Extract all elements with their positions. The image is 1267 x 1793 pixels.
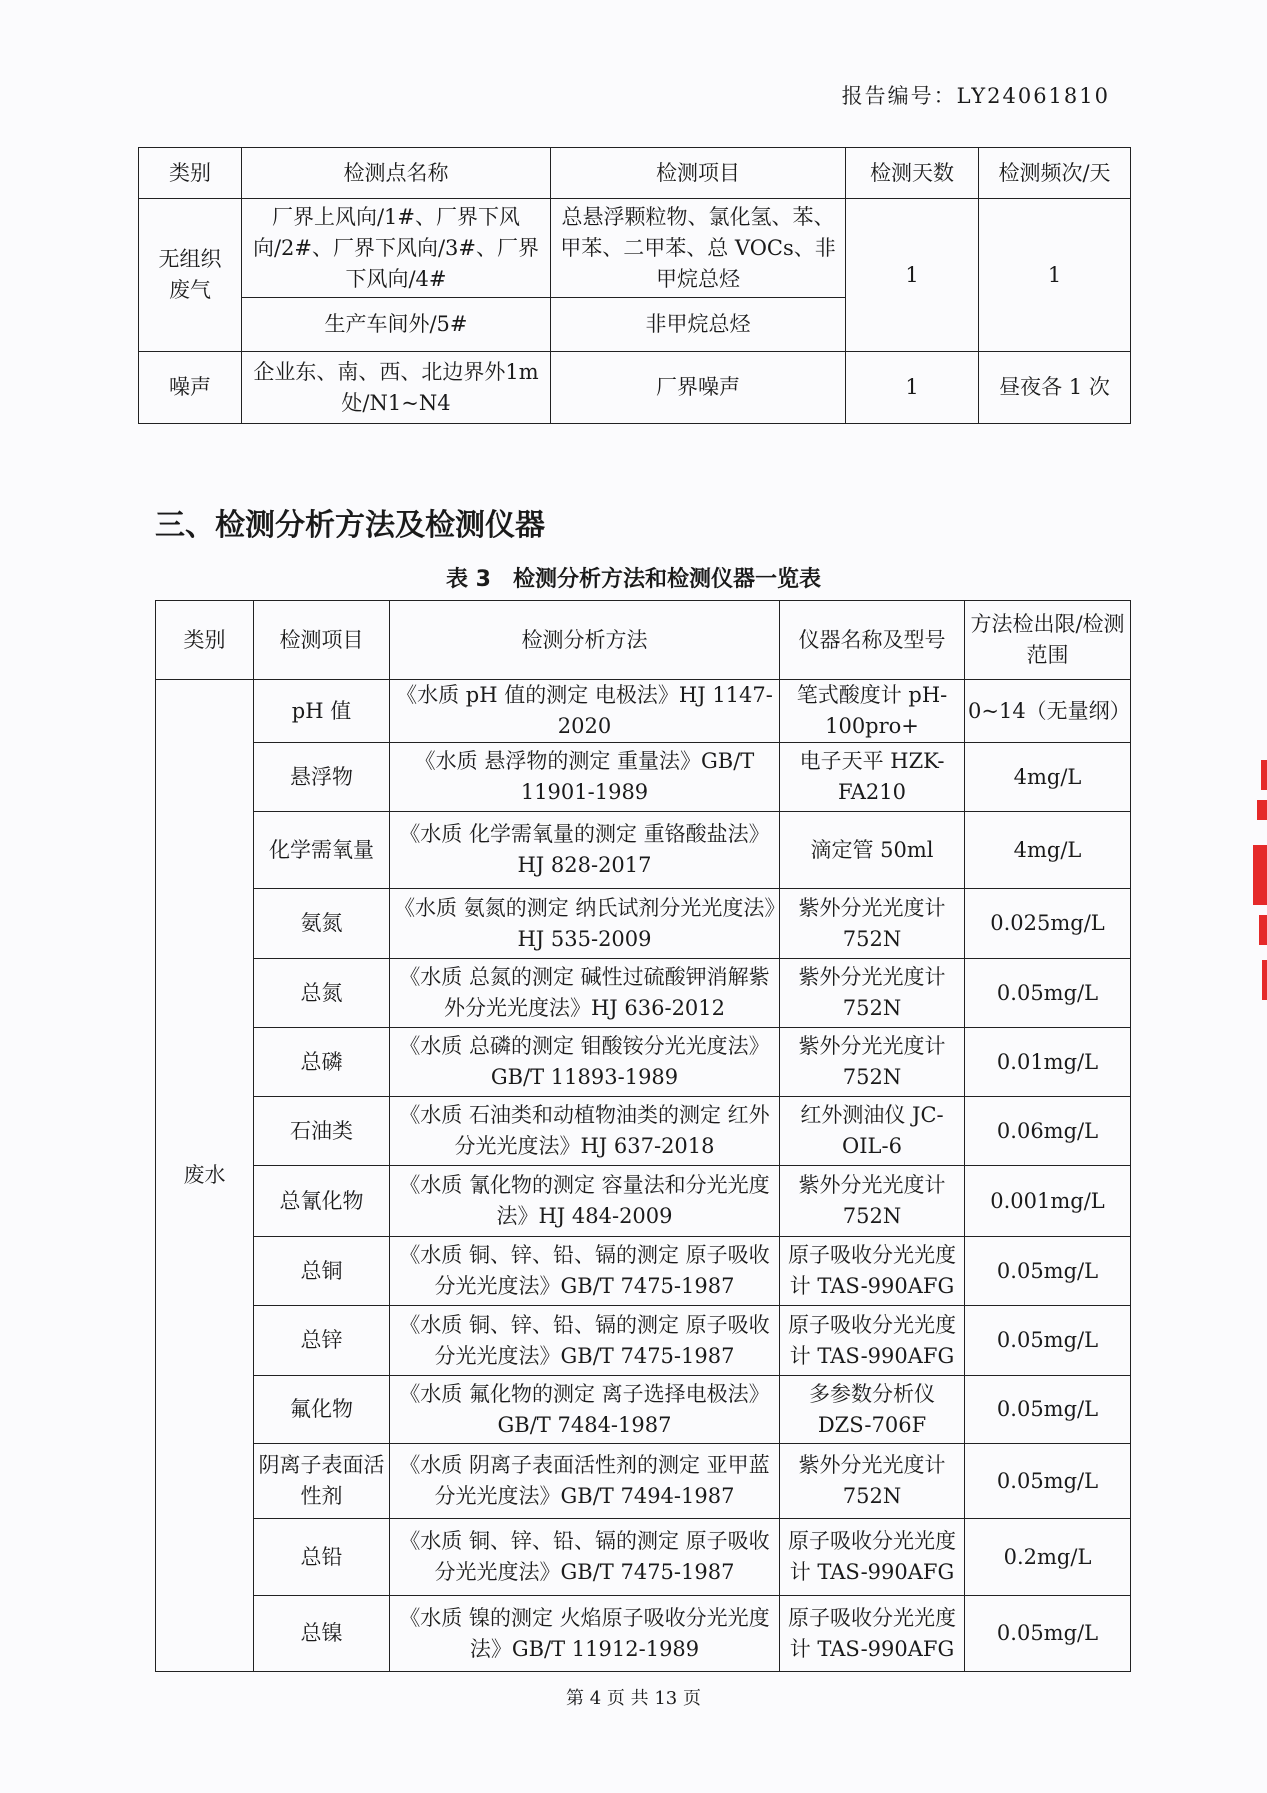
- category-cell: 废水: [156, 680, 254, 1672]
- header-limit: 方法检出限/检测范围: [965, 601, 1131, 680]
- limit-cell: 0.05mg/L: [965, 1237, 1131, 1306]
- red-seal-fragment: [1253, 760, 1267, 1000]
- point-cell: 厂界上风向/1#、厂界下风向/2#、厂界下风向/3#、厂界下风向/4#: [242, 199, 551, 298]
- limit-cell: 0.05mg/L: [965, 1596, 1131, 1672]
- method-cell: 《水质 铜、锌、铅、镉的测定 原子吸收分光光度法》GB/T 7475-1987: [390, 1306, 780, 1376]
- limit-cell: 0.05mg/L: [965, 1376, 1131, 1444]
- header-instrument: 仪器名称及型号: [780, 601, 965, 680]
- method-cell: 《水质 悬浮物的测定 重量法》GB/T 11901-1989: [390, 743, 780, 812]
- frequency-cell: 昼夜各 1 次: [979, 352, 1131, 424]
- item-cell: 氨氮: [254, 889, 390, 959]
- table-row: [156, 1376, 1131, 1444]
- limit-cell: 0.01mg/L: [965, 1028, 1131, 1097]
- item-cell: 总镍: [254, 1596, 390, 1672]
- table-row: [156, 1028, 1131, 1097]
- item-cell: 化学需氧量: [254, 812, 390, 889]
- page-number: 第 4 页 共 13 页: [566, 1688, 701, 1709]
- limit-cell: 4mg/L: [965, 812, 1131, 889]
- limit-cell: 4mg/L: [965, 743, 1131, 812]
- instrument-cell: 紫外分光光度计 752N: [780, 1166, 965, 1237]
- limit-cell: 0.001mg/L: [965, 1166, 1131, 1237]
- method-cell: 《水质 铜、锌、铅、镉的测定 原子吸收分光光度法》GB/T 7475-1987: [390, 1519, 780, 1596]
- instrument-cell: 原子吸收分光光度计 TAS-990AFG: [780, 1306, 965, 1376]
- method-cell: 《水质 氨氮的测定 纳氏试剂分光光度法》HJ 535-2009: [390, 889, 780, 959]
- item-cell: pH 值: [254, 680, 390, 743]
- instrument-cell: 紫外分光光度计 752N: [780, 1444, 965, 1519]
- table-row: [139, 352, 1131, 424]
- item-cell: 氟化物: [254, 1376, 390, 1444]
- item-cell: 总氰化物: [254, 1166, 390, 1237]
- item-cell: 厂界噪声: [551, 352, 846, 424]
- days-cell: 1: [846, 352, 979, 424]
- limit-cell: 0~14（无量纲）: [965, 680, 1131, 743]
- method-cell: 《水质 镍的测定 火焰原子吸收分光光度法》GB/T 11912-1989: [390, 1596, 780, 1672]
- method-cell: 《水质 氟化物的测定 离子选择电极法》GB/T 7484-1987: [390, 1376, 780, 1444]
- instrument-cell: 滴定管 50ml: [780, 812, 965, 889]
- category-cell: 无组织废气: [139, 199, 242, 352]
- instrument-cell: 原子吸收分光光度计 TAS-990AFG: [780, 1519, 965, 1596]
- method-cell: 《水质 pH 值的测定 电极法》HJ 1147-2020: [390, 680, 780, 743]
- item-cell: 总悬浮颗粒物、氯化氢、苯、甲苯、二甲苯、总 VOCs、非甲烷总烃: [551, 199, 846, 298]
- item-cell: 非甲烷总烃: [551, 298, 846, 352]
- item-cell: 总磷: [254, 1028, 390, 1097]
- instrument-cell: 紫外分光光度计 752N: [780, 959, 965, 1028]
- instrument-cell: 原子吸收分光光度计 TAS-990AFG: [780, 1237, 965, 1306]
- table-row: [156, 1519, 1131, 1596]
- category-cell: 噪声: [139, 352, 242, 424]
- point-cell: 生产车间外/5#: [242, 298, 551, 352]
- table-row: [156, 1306, 1131, 1376]
- sampling-table: [138, 147, 1131, 424]
- method-cell: 《水质 化学需氧量的测定 重铬酸盐法》HJ 828-2017: [390, 812, 780, 889]
- header-category: 类别: [156, 601, 254, 680]
- item-cell: 石油类: [254, 1097, 390, 1166]
- instrument-cell: 原子吸收分光光度计 TAS-990AFG: [780, 1596, 965, 1672]
- table-row: [139, 199, 1131, 298]
- table-row: [156, 680, 1131, 743]
- limit-cell: 0.025mg/L: [965, 889, 1131, 959]
- item-cell: 总锌: [254, 1306, 390, 1376]
- method-cell: 《水质 石油类和动植物油类的测定 红外分光光度法》HJ 637-2018: [390, 1097, 780, 1166]
- table-row: [156, 743, 1131, 812]
- item-cell: 悬浮物: [254, 743, 390, 812]
- instrument-cell: 多参数分析仪 DZS-706F: [780, 1376, 965, 1444]
- table-row: [156, 1596, 1131, 1672]
- method-cell: 《水质 阴离子表面活性剂的测定 亚甲蓝分光光度法》GB/T 7494-1987: [390, 1444, 780, 1519]
- table-row: [156, 1097, 1131, 1166]
- frequency-cell: 1: [979, 199, 1131, 352]
- table-caption: 表 3 检测分析方法和检测仪器一览表: [446, 567, 821, 592]
- instrument-cell: 电子天平 HZK-FA210: [780, 743, 965, 812]
- item-cell: 总氮: [254, 959, 390, 1028]
- table-row: [156, 812, 1131, 889]
- days-cell: 1: [846, 199, 979, 352]
- methods-table: [155, 600, 1131, 1672]
- table-row: [156, 889, 1131, 959]
- instrument-cell: 紫外分光光度计 752N: [780, 889, 965, 959]
- method-cell: 《水质 铜、锌、铅、镉的测定 原子吸收分光光度法》GB/T 7475-1987: [390, 1237, 780, 1306]
- table-row: [156, 959, 1131, 1028]
- item-cell: 阴离子表面活性剂: [254, 1444, 390, 1519]
- header-item: 检测项目: [551, 148, 846, 199]
- header-point: 检测点名称: [242, 148, 551, 199]
- table-header-row: [156, 601, 1131, 680]
- limit-cell: 0.05mg/L: [965, 1306, 1131, 1376]
- report-number: 报告编号：LY24061810: [841, 84, 1110, 108]
- instrument-cell: 笔式酸度计 pH-100pro+: [780, 680, 965, 743]
- method-cell: 《水质 氰化物的测定 容量法和分光光度法》HJ 484-2009: [390, 1166, 780, 1237]
- instrument-cell: 紫外分光光度计 752N: [780, 1028, 965, 1097]
- header-item: 检测项目: [254, 601, 390, 680]
- header-frequency: 检测频次/天: [979, 148, 1131, 199]
- section-heading: 三、检测分析方法及检测仪器: [155, 508, 545, 543]
- item-cell: 总铅: [254, 1519, 390, 1596]
- method-cell: 《水质 总磷的测定 钼酸铵分光光度法》GB/T 11893-1989: [390, 1028, 780, 1097]
- table-row: [156, 1444, 1131, 1519]
- header-method: 检测分析方法: [390, 601, 780, 680]
- instrument-cell: 红外测油仪 JC-OIL-6: [780, 1097, 965, 1166]
- header-category: 类别: [139, 148, 242, 199]
- item-cell: 总铜: [254, 1237, 390, 1306]
- table-row: [156, 1166, 1131, 1237]
- table-header-row: [139, 148, 1131, 199]
- limit-cell: 0.06mg/L: [965, 1097, 1131, 1166]
- method-cell: 《水质 总氮的测定 碱性过硫酸钾消解紫外分光光度法》HJ 636-2012: [390, 959, 780, 1028]
- point-cell: 企业东、南、西、北边界外1m 处/N1~N4: [242, 352, 551, 424]
- limit-cell: 0.05mg/L: [965, 959, 1131, 1028]
- limit-cell: 0.2mg/L: [965, 1519, 1131, 1596]
- header-days: 检测天数: [846, 148, 979, 199]
- table-row: [156, 1237, 1131, 1306]
- limit-cell: 0.05mg/L: [965, 1444, 1131, 1519]
